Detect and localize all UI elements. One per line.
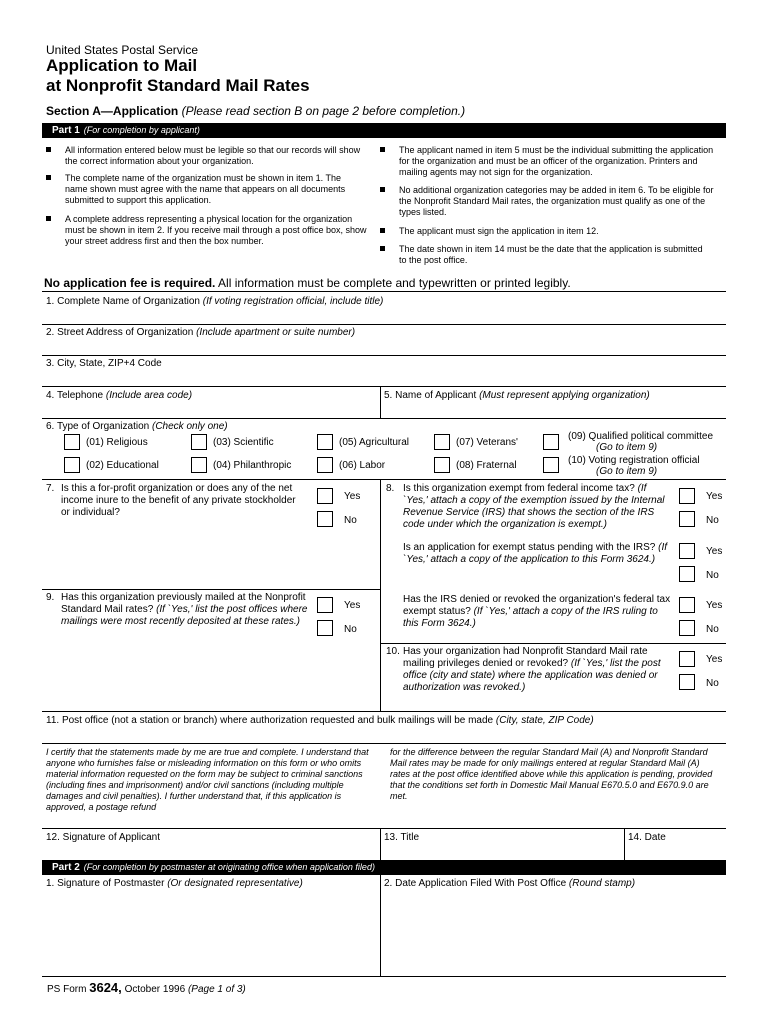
voting-registration-label: (10) Voting registration official <box>568 455 700 466</box>
scientific-label: (03) Scientific <box>213 437 274 448</box>
q8c-text: Has the IRS denied or revoked the organization's federal tax exempt status? (If `Yes,' attach a copy of the IRS ruling to this Form 3624.) <box>403 594 671 629</box>
applicant-signature-input[interactable] <box>42 844 379 858</box>
veterans-checkbox[interactable] <box>434 434 450 450</box>
agricultural-checkbox[interactable] <box>317 434 333 450</box>
political-committee-note: (Go to item 9) <box>596 442 658 453</box>
street-address-input[interactable] <box>42 339 726 355</box>
field-4-label: 4. Telephone (Include area code) <box>46 390 193 401</box>
veterans-label: (07) Veterans' <box>456 437 518 448</box>
yes-label: Yes <box>706 546 723 557</box>
q8-text: Is this organization exempt from federal income tax? (If `Yes,' attach a copy of the exemption issued by the Internal Revenue Service (IRS) that shows the section of the IRS code under which the organization is exempt.) <box>403 483 665 530</box>
field-5-label: 5. Name of Applicant (Must represent applying organization) <box>384 390 650 401</box>
postmaster-signature-input[interactable] <box>42 892 379 974</box>
city-state-zip-input[interactable] <box>42 370 726 386</box>
q9-yes-checkbox[interactable] <box>317 597 333 613</box>
field-12-label: 12. Signature of Applicant <box>46 832 160 843</box>
q10-yes-checkbox[interactable] <box>679 651 695 667</box>
no-label: No <box>706 515 719 526</box>
q8b-yes-checkbox[interactable] <box>679 543 695 559</box>
q7-yes-checkbox[interactable] <box>317 488 333 504</box>
educational-checkbox[interactable] <box>64 457 80 473</box>
field-6-label: 6. Type of Organization (Check only one) <box>46 421 228 432</box>
q8-no-checkbox[interactable] <box>679 511 695 527</box>
telephone-input[interactable] <box>42 402 379 416</box>
post-office-input[interactable] <box>42 728 726 742</box>
certification-right: for the difference between the regular Standard Mail (A) and Nonprofit Standard Mail rates may be made for only mailings entered at regular Standard Mail (A) rates at the post office identified above while this application is pending, provided that the conditions set forth in Domestic Mail Manual E670.5.0 and E670.9.0 are met. <box>390 747 713 801</box>
q7-text: Is this a for-profit organization or does any of the net income inure to the benefit of any private stockholder or individual? <box>61 483 296 518</box>
voting-registration-checkbox[interactable] <box>543 457 559 473</box>
q10-no-checkbox[interactable] <box>679 674 695 690</box>
q10-text: Has your organization had Nonprofit Standard Mail rate mailing privileges denied or revoked? (If `Yes,' list the post office (city and state) where the application was denied or authorization was revoked.) <box>403 646 661 693</box>
agency-name: United States Postal Service <box>46 43 199 57</box>
scientific-checkbox[interactable] <box>191 434 207 450</box>
political-committee-label: (09) Qualified political committee <box>568 431 714 442</box>
q8-number: 8. <box>386 483 395 494</box>
field-14-label: 14. Date <box>628 832 666 843</box>
q8-yes-checkbox[interactable] <box>679 488 695 504</box>
part2-bar: Part 2 (For completion by postmaster at originating office when application filed) <box>42 860 726 875</box>
field-11-label: 11. Post office (not a station or branch) where authorization requested and bulk mailings will be made (City, state, ZIP Code) <box>46 715 594 726</box>
yes-label: Yes <box>706 654 723 665</box>
educational-label: (02) Educational <box>86 460 159 471</box>
field-1-label: 1. Complete Name of Organization (If voting registration official, include title) <box>46 296 384 307</box>
religious-label: (01) Religious <box>86 437 148 448</box>
religious-checkbox[interactable] <box>64 434 80 450</box>
q8c-yes-checkbox[interactable] <box>679 597 695 613</box>
organization-name-input[interactable] <box>42 308 726 324</box>
form-title-line2: at Nonprofit Standard Mail Rates <box>46 76 310 95</box>
field-13-label: 13. Title <box>384 832 420 843</box>
labor-checkbox[interactable] <box>317 457 333 473</box>
field-3-label: 3. City, State, ZIP+4 Code <box>46 358 162 369</box>
section-a-heading: Section A—Application (Please read section B on page 2 before completion.) <box>46 104 466 118</box>
q10-number: 10. <box>386 646 400 657</box>
no-label: No <box>344 624 357 635</box>
political-committee-checkbox[interactable] <box>543 434 559 450</box>
form-footer: PS Form 3624, October 1996 (Page 1 of 3) <box>47 980 246 995</box>
q7-number: 7. <box>46 483 55 494</box>
q8c-no-checkbox[interactable] <box>679 620 695 636</box>
q9-text: Has this organization previously mailed at the Nonprofit Standard Mail rates? (If `Yes,' list the post offices where mailings were most recently deposited at these rates.) <box>61 592 308 627</box>
fraternal-label: (08) Fraternal <box>456 460 517 471</box>
philanthropic-label: (04) Philanthropic <box>213 460 292 471</box>
yes-label: Yes <box>344 491 361 502</box>
part2-field-2-label: 2. Date Application Filed With Post Office (Round stamp) <box>384 878 636 889</box>
no-label: No <box>706 678 719 689</box>
yes-label: Yes <box>706 491 723 502</box>
q8b-no-checkbox[interactable] <box>679 566 695 582</box>
agricultural-label: (05) Agricultural <box>339 437 410 448</box>
date-input[interactable] <box>625 844 726 858</box>
voting-registration-note: (Go to item 9) <box>596 466 658 477</box>
yes-label: Yes <box>344 600 361 611</box>
certification-left: I certify that the statements made by me are true and complete. I understand that anyone who furnishes false or misleading information on this form or who omits material information requested on the form may be subject to criminal sanctions (including fines and imprisonment) and/or civil sanctions (including multiple damages and civil penalties). I further understand that, if this application is approved, a postage refund <box>46 747 369 812</box>
part1-bar: Part 1 (For completion by applicant) <box>42 123 726 138</box>
no-label: No <box>706 570 719 581</box>
fee-notice: No application fee is required. All information must be complete and typewritten or printed legibly. <box>44 276 571 290</box>
field-2-label: 2. Street Address of Organization (Include apartment or suite number) <box>46 327 356 338</box>
q7-no-checkbox[interactable] <box>317 511 333 527</box>
round-stamp-area[interactable] <box>381 892 726 974</box>
labor-label: (06) Labor <box>339 460 386 471</box>
yes-label: Yes <box>706 600 723 611</box>
no-label: No <box>706 624 719 635</box>
applicant-name-input[interactable] <box>381 402 726 416</box>
form-title-line1: Application to Mail <box>46 56 198 75</box>
part2-field-1-label: 1. Signature of Postmaster (Or designated representative) <box>46 878 303 889</box>
no-label: No <box>344 515 357 526</box>
q9-number: 9. <box>46 592 55 603</box>
title-input[interactable] <box>381 844 623 858</box>
philanthropic-checkbox[interactable] <box>191 457 207 473</box>
q9-no-checkbox[interactable] <box>317 620 333 636</box>
fraternal-checkbox[interactable] <box>434 457 450 473</box>
q8b-text: Is an application for exempt status pending with the IRS? (If `Yes,' attach a copy of the application to this Form 3624.) <box>403 542 668 565</box>
